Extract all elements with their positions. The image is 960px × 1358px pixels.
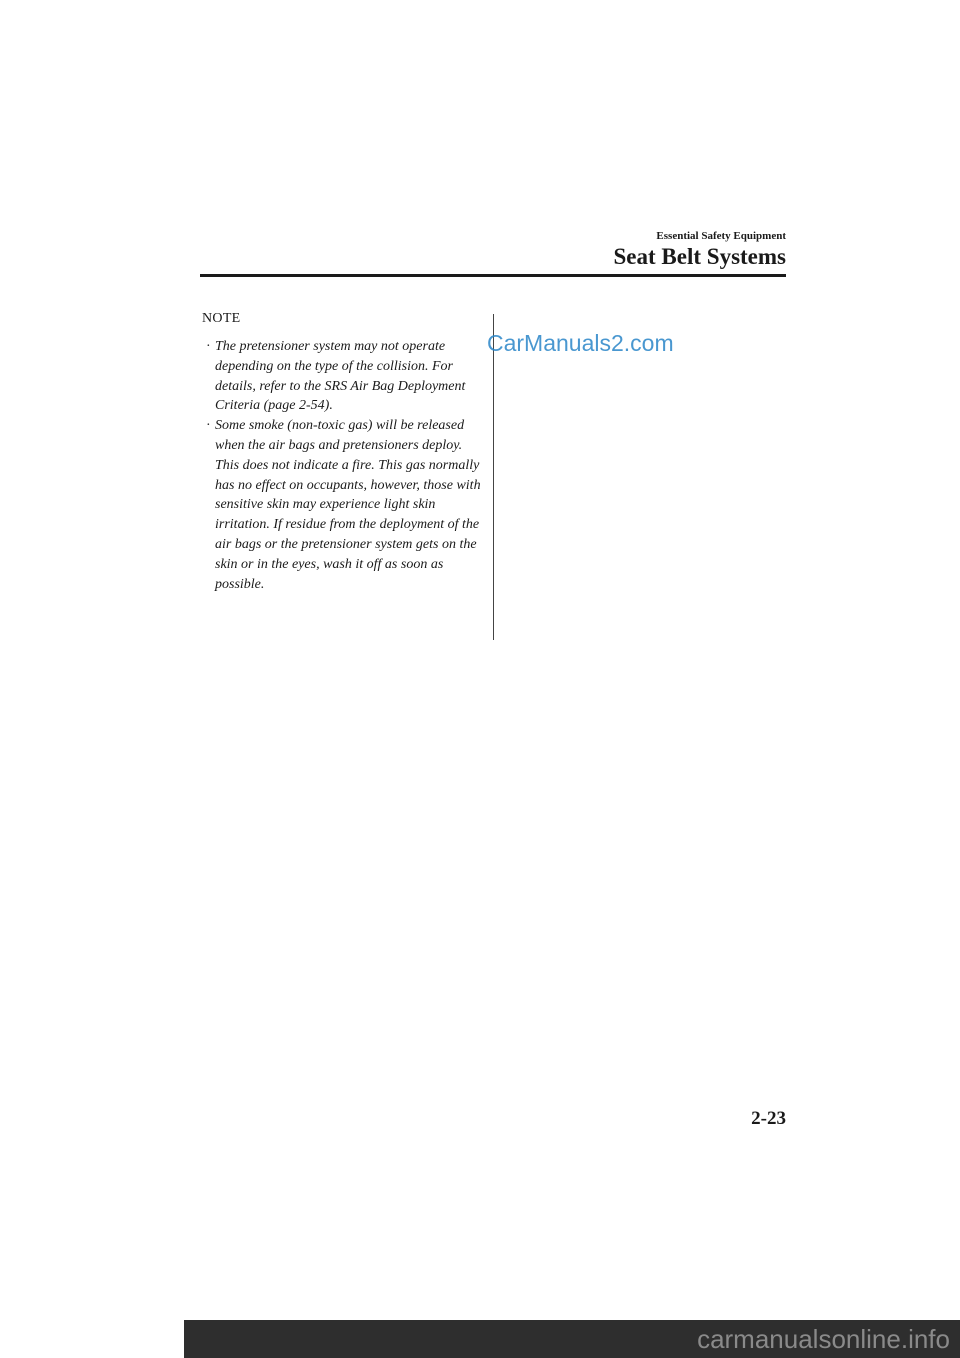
- note-list: [202, 337, 482, 594]
- note-item: [202, 416, 482, 594]
- section-label: Essential Safety Equipment: [656, 230, 786, 242]
- note-item-text: Some smoke (non-toxic gas) will be released when the air bags and pretensioners deploy. This does not indicate a fire. This gas normally has no effect on occupants, however, those with sensitive skin may experience light skin irritation. If residue from the deployment of the air bags or the pretensioner system gets on the skin or in the eyes, wash it off as soon as possible.: [215, 418, 481, 592]
- note-item: [202, 337, 482, 416]
- header-divider: [200, 274, 786, 277]
- watermark-carmanuals2[interactable]: CarManuals2.com: [487, 330, 674, 356]
- column-divider: [493, 314, 494, 640]
- note-block: [202, 311, 482, 594]
- bullet-icon: ·: [206, 418, 211, 434]
- bullet-icon: ·: [206, 339, 211, 354]
- page-number: 2-23: [751, 1108, 786, 1129]
- note-item-text: The pretensioner system may not operate depending on the type of the collision. For details, refer to the SRS Air Bag Deployment Criteria (page 2-54).: [215, 339, 466, 414]
- watermark-carmanualsonline[interactable]: carmanualsonline.info: [184, 1320, 960, 1358]
- note-heading: NOTE: [202, 311, 241, 326]
- page-title: Seat Belt Systems: [613, 244, 786, 269]
